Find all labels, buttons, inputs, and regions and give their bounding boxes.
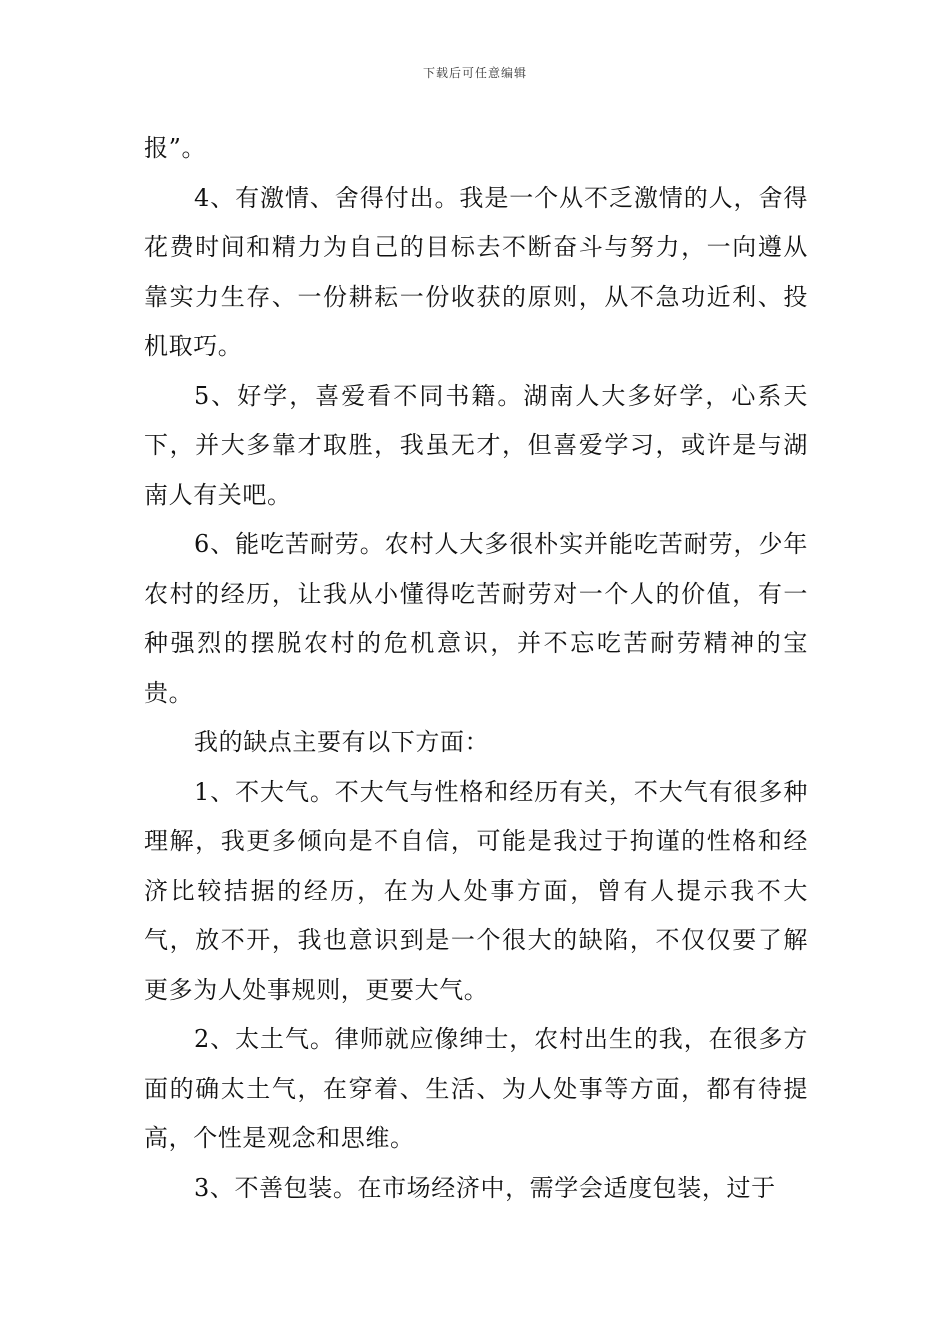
paragraph-weakness-1: 1、不大气。不大气与性格和经历有关，不大气有很多种理解，我更多倾向是不自信，可能是我过于拘谨的性格和经济比较拮据的经历，在为人处事方面，曾有人提示我不大气，放不开，我也意识到是一个很大的缺陷，不仅仅要了解更多为人处事规则，更要大气。 xyxy=(144,777,808,1004)
document-body xyxy=(144,124,808,1213)
paragraph-weakness-3: 3、不善包装。在市场经济中，需学会适度包装，过于 xyxy=(194,1173,776,1202)
page-header: 下载后可任意编辑 xyxy=(422,66,527,80)
paragraph-weaknesses-intro: 我的缺点主要有以下方面： xyxy=(194,728,490,756)
paragraph-strength-6: 6、能吃苦耐劳。农村人大多很朴实并能吃苦耐劳，少年农村的经历，让我从小懂得吃苦耐劳对一个人的价值，有一种强烈的摆脱农村的危机意识，并不忘吃苦耐劳精神的宝贵。 xyxy=(144,530,808,707)
paragraph-weakness-2: 2、太土气。律师就应像绅士，农村出生的我，在很多方面的确太土气，在穿着、生活、为人处事等方面，都有待提高，个性是观念和思维。 xyxy=(144,1025,808,1152)
paragraph-continuation: 报”。 xyxy=(144,134,207,162)
paragraph-strength-4: 4、有激情、舍得付出。我是一个从不乏激情的人，舍得花费时间和精力为自己的目标去不断奋斗与努力，一向遵从靠实力生存、一份耕耘一份收获的原则，从不急功近利、投机取巧。 xyxy=(144,183,808,360)
paragraph-strength-5: 5、好学，喜爱看不同书籍。湖南人大多好学，心系天下，并大多靠才取胜，我虽无才，但喜爱学习，或许是与湖南人有关吧。 xyxy=(144,381,808,509)
